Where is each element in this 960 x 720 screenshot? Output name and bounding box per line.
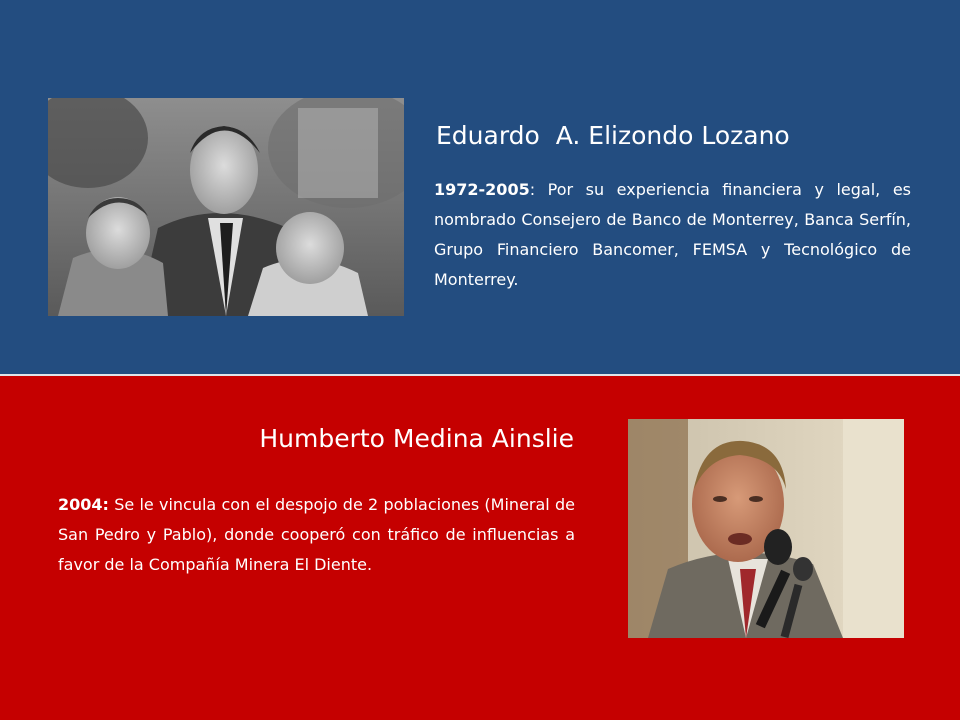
panel-divider [0,374,960,376]
bio-years-top: 1972-2005 [434,180,530,199]
family-photo-image [48,98,404,316]
speaker-photo-image [628,419,904,638]
bio-text-bottom: Se le vincula con el despojo de 2 poblaciones (Mineral de San Pedro y Pablo), donde cooperó con tráfico de influencias a favor de la Compañía Minera El Diente. [58,495,575,574]
person-name-bottom: Humberto Medina Ainslie [259,424,574,453]
bio-years-bottom: 2004: [58,495,109,514]
family-photo [48,98,404,316]
speaker-photo [628,419,904,638]
person-name-top: Eduardo A. Elizondo Lozano [436,121,790,150]
bio-text-top: : Por su experiencia financiera y legal, es nombrado Consejero de Banco de Monterrey, Banca Serfín, Grupo Financiero Bancomer, FEMSA y Tecnológico de Monterrey. [434,180,911,289]
bio-top [434,175,911,295]
bio-bottom [58,490,575,580]
